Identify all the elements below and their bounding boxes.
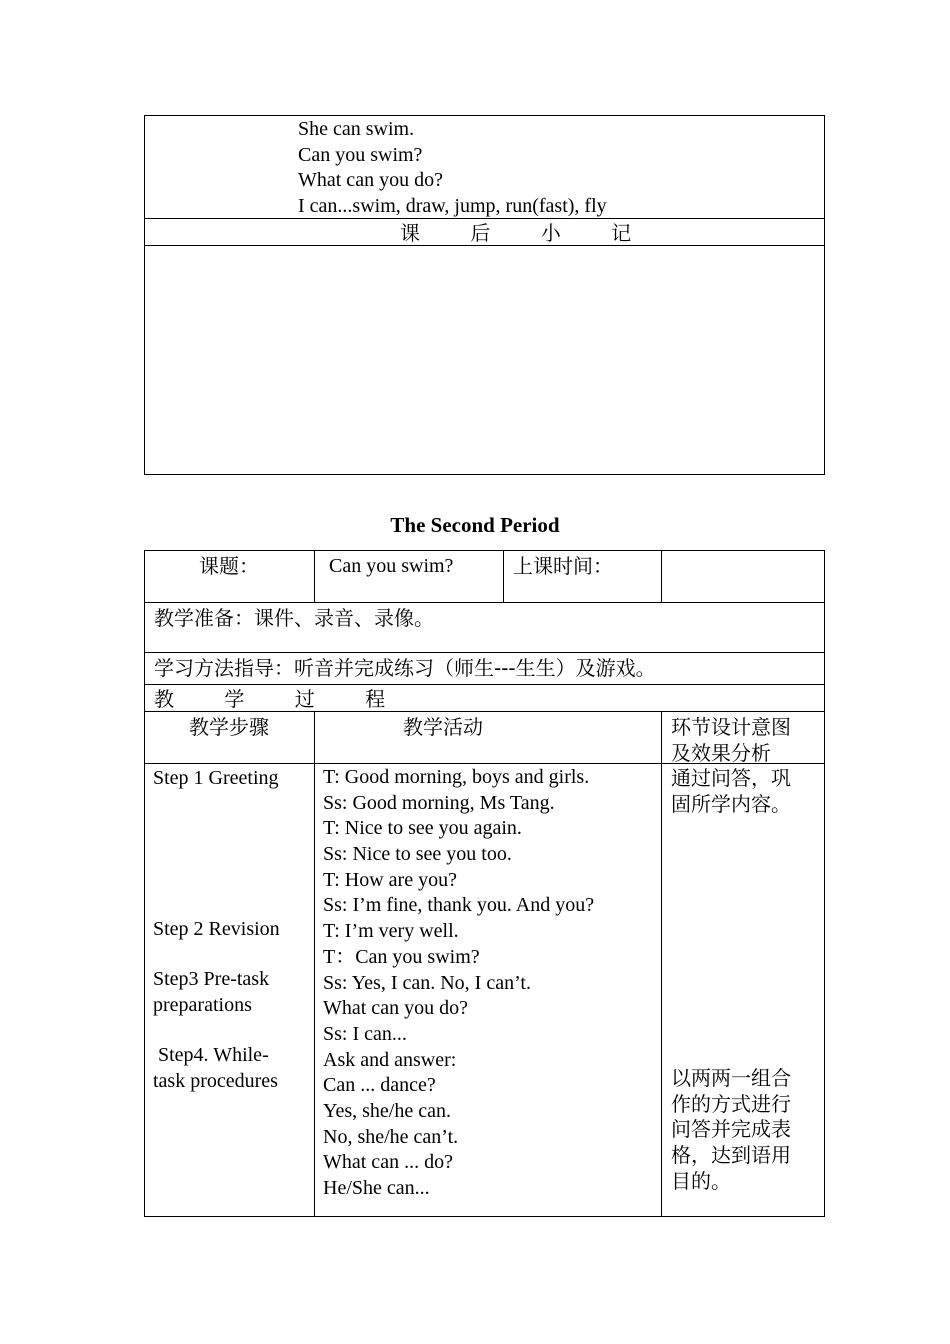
topic-label: 课题：: [199, 554, 259, 578]
teaching-preparation: 教学准备：课件、录音、录像。: [154, 606, 434, 630]
analysis-line: 作的方式进行: [671, 1091, 791, 1116]
period-title: The Second Period: [390, 513, 560, 537]
activity-line: What can ... do?: [323, 1151, 453, 1174]
analysis-line: 目的。: [671, 1168, 731, 1193]
activity-line: Ss: Yes, I can. No, I can’t.: [323, 971, 531, 994]
activity-line: T: I’m very well.: [323, 920, 459, 943]
step-4-label-line1: Step4. While-: [153, 1044, 269, 1066]
step-3-label-line2: preparations: [153, 994, 252, 1016]
learning-method: 学习方法指导：听音并完成练习（师生---生生）及游戏。: [154, 656, 656, 680]
content-line: Can you swim?: [298, 143, 423, 166]
step-2-label: Step 2 Revision: [153, 918, 280, 940]
activity-line: Ss: I can...: [323, 1022, 407, 1045]
activity-line: Can ... dance?: [323, 1074, 436, 1097]
activity-line: Ss: Good morning, Ms Tang.: [323, 791, 555, 814]
content-line: I can...swim, draw, jump, run(fast), fly: [298, 195, 607, 218]
analysis-line: 问答并完成表: [671, 1117, 791, 1142]
activity-line: T: How are you?: [323, 868, 457, 891]
col-divider: [314, 550, 315, 602]
activity-line: No, she/he can’t.: [323, 1125, 459, 1148]
activity-line: Ask and answer:: [323, 1048, 457, 1071]
analysis-column-header-line1: 环节设计意图: [671, 715, 791, 739]
activity-line: T: Good morning, boys and girls.: [323, 766, 590, 788]
analysis-column-header-line2: 及效果分析: [671, 741, 771, 765]
row-divider: [144, 602, 825, 603]
notes-body: [150, 250, 818, 470]
activities-list: [323, 765, 594, 1202]
content-line: What can you do?: [298, 169, 443, 192]
analysis-line: 格，达到语用: [671, 1143, 791, 1168]
activity-line: Yes, she/he can.: [323, 1099, 451, 1122]
class-time-label: 上课时间：: [513, 554, 613, 578]
activity-line: T: Nice to see you again.: [323, 817, 522, 840]
row-divider: [144, 652, 825, 653]
activities-column-header: 教学活动: [403, 715, 483, 739]
target-language-lines: [298, 117, 607, 220]
steps-column-header: 教学步骤: [189, 715, 269, 739]
notes-header: 课 后 小 记: [400, 221, 654, 245]
topic-value: Can you swim?: [329, 555, 454, 577]
step-1-label: Step 1 Greeting: [153, 767, 279, 789]
col-divider: [661, 550, 662, 602]
col-divider: [503, 550, 504, 602]
step-4-label-line2: task procedures: [153, 1070, 278, 1092]
analysis-note-2: [671, 1066, 791, 1194]
analysis-note-1-line1: 通过问答，巩: [671, 766, 791, 790]
analysis-line: 以两两一组合: [671, 1066, 791, 1090]
col-divider: [314, 711, 315, 1217]
activity-line: Ss: I’m fine, thank you. And you?: [323, 894, 595, 917]
activity-line: T：Can you swim?: [323, 945, 480, 968]
row-divider: [144, 684, 825, 685]
col-divider: [661, 711, 662, 1217]
content-line: She can swim.: [298, 118, 415, 140]
process-header: 教 学 过 程: [154, 687, 408, 711]
activity-line: Ss: Nice to see you too.: [323, 843, 512, 866]
analysis-note-1-line2: 固所学内容。: [671, 792, 791, 816]
activity-line: What can you do?: [323, 997, 468, 1020]
step-3-label-line1: Step3 Pre-task: [153, 968, 270, 990]
activity-line: He/She can...: [323, 1177, 430, 1199]
